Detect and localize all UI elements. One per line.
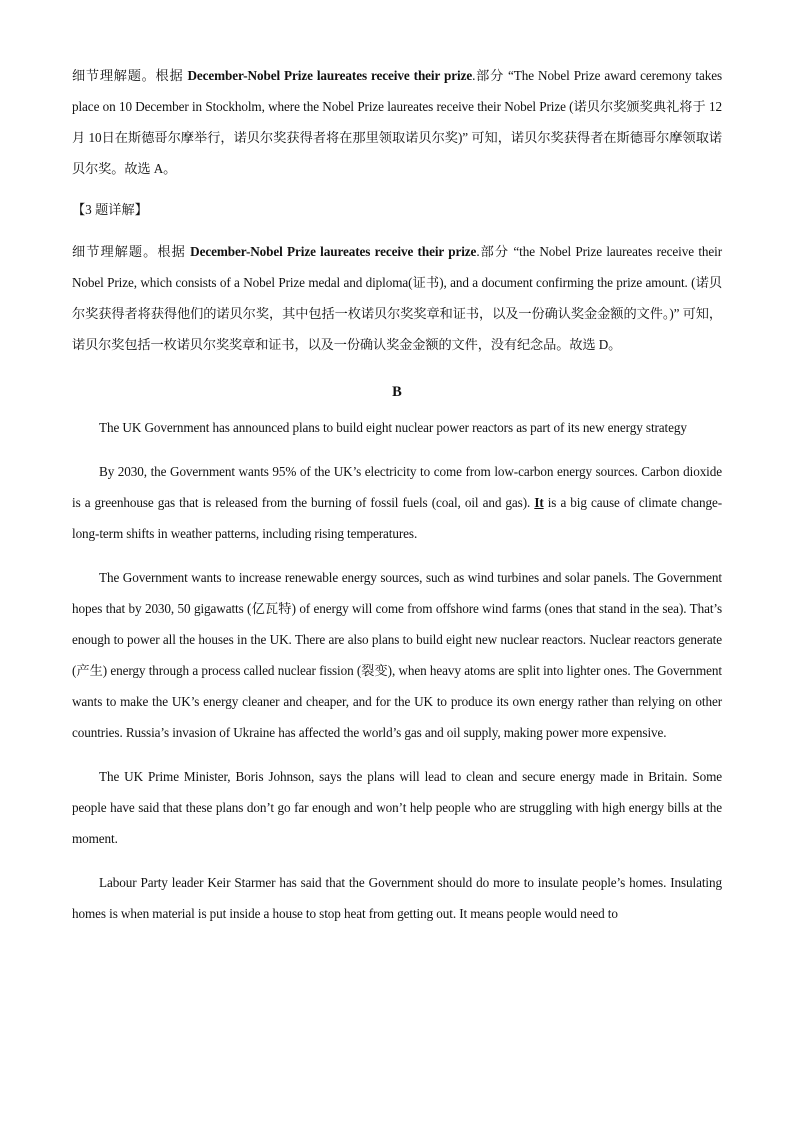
passage-paragraph-2: [72, 456, 722, 549]
document-page: [72, 60, 722, 929]
answer-3-section-ref: December-Nobel Prize laureates receive their prize: [190, 244, 477, 259]
answer-2-explanation: [72, 60, 722, 184]
answer-3-intro: 细节理解题。根据: [72, 244, 191, 259]
passage-paragraph-4: The UK Prime Minister, Boris Johnson, says the plans will lead to clean and secure energy made in Britain. Some people have said that these plans don’t go far enough and won’t help people who are struggling with high energy bills at the moment.: [72, 769, 722, 846]
answer-3-heading: 【3 题详解】: [72, 202, 148, 217]
underlined-word: It: [534, 495, 544, 510]
answer-2-section-ref: December-Nobel Prize laureates receive their prize: [187, 68, 473, 83]
section-label: B: [392, 384, 402, 400]
answer-2-body: .部分 “The Nobel Prize award ceremony takes place on 10 December in Stockholm, where the Nobel Prize laureates receive their Nobel Prize (诺贝尔奖颁奖典礼将于 12 月 10日在斯德哥尔摩举行，诺贝尔奖获得者将在那里领取诺贝尔奖)” 可知，诺贝尔奖获得者在斯德哥尔摩领取诺贝尔奖。故选 A。: [72, 68, 722, 176]
passage-paragraph-2-start: By 2030, the Government wants 95% of the UK’s electricity to come from low-carbon energy sources. Carbon dioxide is a greenhouse gas that is released from the burning of fossil fuels (coal, oil and gas).: [72, 464, 722, 510]
answer-2-intro: 细节理解题。根据: [72, 68, 188, 83]
passage-paragraph-3: The Government wants to increase renewable energy sources, such as wind turbines and solar panels. The Government hopes that by 2030, 50 gigawatts (亿瓦特) of energy will come from offshore wind farms (ones that stand in the sea). That’s enough to power all the houses in the UK. There are also plans to build eight new nuclear reactors. Nuclear reactors generate (产生) energy through a process called nuclear fission (裂变), when heavy atoms are split into lighter ones. The Government wants to make the UK’s energy cleaner and cheaper, and for the UK to produce its own energy rather than relying on other countries. Russia’s invasion of Ukraine has affected the world’s gas and oil supply, making power more expensive.: [72, 570, 722, 740]
passage-paragraph-1: The UK Government has announced plans to build eight nuclear power reactors as part of its new energy strategy: [99, 420, 687, 435]
passage-paragraph-5: Labour Party leader Keir Starmer has said that the Government should do more to insulate people’s homes. Insulating homes is when material is put inside a house to stop heat from getting out. It means people would need to: [72, 875, 722, 921]
answer-3-explanation: [72, 236, 722, 360]
passage-paragraph-2-end: is a big cause of climate change- long-term shifts in weather patterns, including rising temperatures.: [72, 495, 722, 541]
answer-3-body: .部分 “the Nobel Prize laureates receive their Nobel Prize, which consists of a Nobel Prize medal and diploma(证书), and a document confirming the prize amount. (诺贝尔奖获得者将获得他们的诺贝尔奖，其中包括一枚诺贝尔奖奖章和证书，以及一份确认奖金金额的文件。)” 可知，诺贝尔奖包括一枚诺贝尔奖奖章和证书，以及一份确认奖金金额的文件，没有纪念品。故选 D。: [72, 244, 722, 352]
